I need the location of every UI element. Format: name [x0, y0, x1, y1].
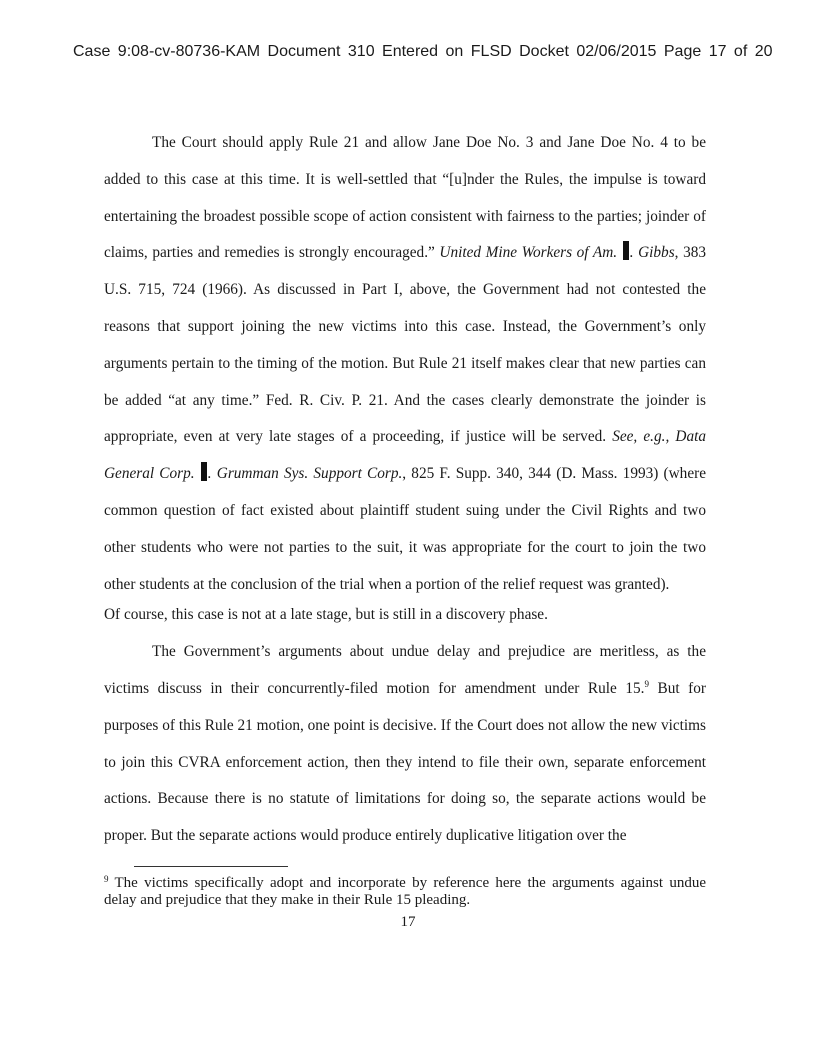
footnote-text: The victims specifically adopt and incorporate by reference here the arguments against undue delay and prejudice that they make in their Rule 15 pleading. — [104, 875, 706, 908]
document-body — [104, 125, 706, 855]
footnote-divider — [134, 866, 288, 867]
redaction-mark — [201, 462, 207, 481]
paragraph-text: But for purposes of this Rule 21 motion, one point is decisive. If the Court does not allow the new victims to join this CVRA enforcement action, then they intend to file their own, separate enforcement actions. Because there is no statute of limitations for doing so, the separate actions would be proper. But the separate actions would produce entirely duplicative litigation over the — [104, 679, 706, 845]
footnote-9 — [104, 875, 706, 909]
case-citation: United Mine Workers of Am. — [439, 244, 618, 262]
footnote-reference[interactable]: 9 — [644, 678, 649, 689]
page-number: 17 — [400, 914, 416, 930]
case-citation: . Grumman Sys. Support Corp. — [207, 465, 403, 483]
paragraph-text: , 825 F. Supp. 340, 344 (D. Mass. 1993) (where common question of fact existed about plaintiff student suing under the Civil Rights and two other students who were not parties to the suit, it was appropriate for the court to join the two other students at the conclusion of the trial when a portion of the relief request was granted). — [104, 465, 706, 593]
paragraph-text: The Court should apply Rule 21 and allow Jane Doe No. 3 and Jane Doe No. 4 to be added to this case at this time. It is well-settled that “[u]nder the Rules, the impulse is toward entertaining the broadest possible scope of action consistent with fairness to the parties; joinder of claims, parties and remedies is strongly encouraged.” — [104, 134, 706, 262]
paragraph-text: , 383 U.S. 715, 724 (1966). As discussed in Part I, above, the Government had not contested the reasons that support joining the new victims into this case. Instead, the Government’s only arguments pertain to the timing of the motion. But Rule 21 itself makes clear that new parties can be added “at any time.” Fed. R. Civ. P. 21. And the cases clearly demonstrate the joinder is appropriate, even at very late stages of a proceeding, if justice will be served. — [104, 244, 707, 446]
paragraph-text: The Government’s arguments about undue delay and prejudice are meritless, as the victims discuss in their concurrently-filed motion for amendment under Rule 15. — [104, 643, 706, 697]
paragraph-undue-delay — [104, 634, 706, 855]
paragraph-rule-21 — [104, 125, 706, 603]
paragraph-discovery-phase: Of course, this case is not at a late stage, but is still in a discovery phase. — [104, 606, 548, 624]
footnote-number: 9 — [104, 874, 109, 884]
case-citation: See, e.g., Data General Corp. — [104, 428, 706, 483]
case-citation: . Gibbs — [629, 244, 675, 262]
redaction-mark — [623, 241, 629, 260]
docket-header: Case 9:08-cv-80736-KAM Document 310 Entered on FLSD Docket 02/06/2015 Page 17 of 20 — [73, 43, 773, 60]
